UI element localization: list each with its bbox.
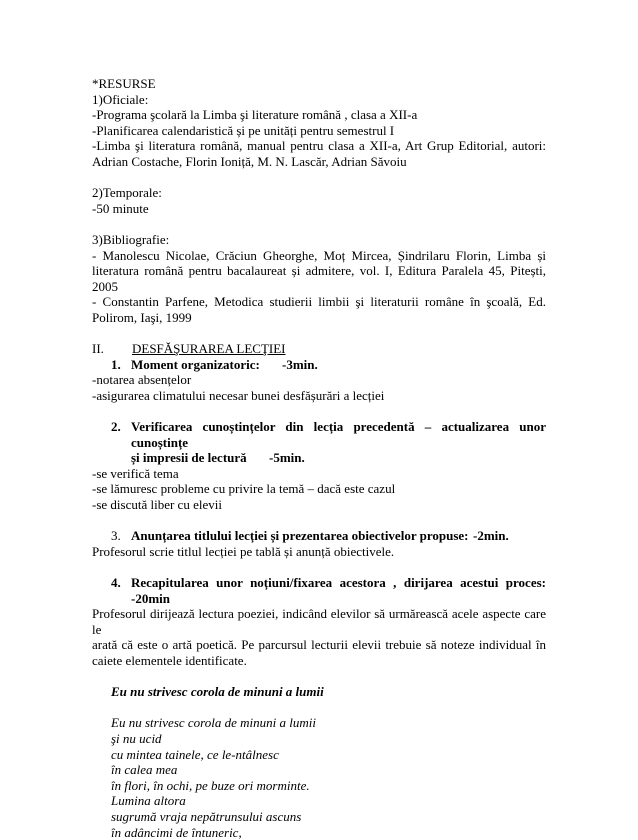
step-time: -2min.	[473, 528, 509, 543]
step-title: Verificarea cunoștințelor din lecția precedentă – actualizarea unor cunoștințe	[131, 419, 546, 450]
step-1-heading	[92, 357, 546, 373]
poem-title: Eu nu strivesc corola de minuni a lumii	[92, 684, 546, 700]
step-detail: -notarea absențelor	[92, 372, 546, 388]
step-detail: caiete elementele identificate.	[92, 653, 546, 669]
bibliografie-line: - Manolescu Nicolae, Crăciun Gheorghe, Moț Mircea, Șindrilaru Florin, Limba și	[92, 248, 546, 264]
section-title: DESFĂŞURAREA LECŢIEI	[132, 341, 285, 357]
step-title-continued	[92, 450, 546, 466]
bibliografie-line: literatura română pentru bacalaureat și admitere, vol. I, Editura Paralela 45, Pitești, 2005	[92, 263, 546, 294]
oficiale-label: 1)Oficiale:	[92, 92, 546, 108]
step-detail: -se lămuresc probleme cu privire la temă – dacă este cazul	[92, 481, 546, 497]
bibliografie-line: Polirom, Iaşi, 1999	[92, 310, 546, 326]
step-detail: Profesorul scrie titlul lecției pe tablă și anunță obiectivele.	[92, 544, 546, 560]
step-2-heading	[92, 419, 546, 450]
document-content	[92, 76, 546, 840]
step-4-heading	[92, 575, 546, 591]
poem-line: Lumina altora	[92, 793, 546, 809]
bibliografie-line: - Constantin Parfene, Metodica studierii limbii şi literaturii române în şcoală, Ed.	[92, 294, 546, 310]
step-number: 3.	[111, 528, 131, 544]
step-title: Anunțarea titlului lecției și prezentarea obiectivelor propuse:	[131, 528, 473, 544]
step-title: Moment organizatoric:	[131, 357, 282, 373]
step-number: 1.	[111, 357, 131, 373]
poem-line: în adâncimi de întuneric,	[92, 825, 546, 840]
poem-line: cu mintea tainele, ce le-ntâlnesc	[92, 747, 546, 763]
oficiale-item: -Planificarea calendaristică și pe unități pentru semestrul I	[92, 123, 546, 139]
manual-authors: Adrian Costache, Florin Ioniță, M. N. Lascăr, Adrian Săvoiu	[92, 154, 546, 170]
step-number: 2.	[111, 419, 131, 450]
bibliografie-label: 3)Bibliografie:	[92, 232, 546, 248]
resurse-heading: *RESURSE	[92, 76, 546, 92]
step-time: -20min	[92, 591, 546, 607]
step-title: și impresii de lectură	[131, 450, 269, 466]
temporale-label: 2)Temporale:	[92, 185, 546, 201]
step-time: -5min.	[269, 450, 305, 465]
section-number: II.	[92, 341, 132, 357]
step-detail: -se verifică tema	[92, 466, 546, 482]
step-time: -3min.	[282, 357, 318, 372]
poem-line: în flori, în ochi, pe buze ori morminte.	[92, 778, 546, 794]
poem-line: sugrumă vraja nepătrunsului ascuns	[92, 809, 546, 825]
poem-line: Eu nu strivesc corola de minuni a lumii	[92, 715, 546, 731]
step-detail: Profesorul dirijează lectura poeziei, indicând elevilor să urmărească acele aspecte care le	[92, 606, 546, 637]
poem-line: şi nu ucid	[92, 731, 546, 747]
step-3-heading	[92, 528, 546, 544]
temporale-value: -50 minute	[92, 201, 546, 217]
oficiale-item: -Programa şcolară la Limba şi literature română , clasa a XII-a	[92, 107, 546, 123]
step-number: 4.	[111, 575, 131, 591]
poem-line: în calea mea	[92, 762, 546, 778]
step-detail: -se discută liber cu elevii	[92, 497, 546, 513]
section-heading	[92, 341, 546, 357]
step-detail: -asigurarea climatului necesar bunei desfășurări a lecției	[92, 388, 546, 404]
step-detail: arată că este o artă poetică. Pe parcursul lecturii elevii trebuie să noteze individual în	[92, 637, 546, 653]
manual-line: -Limba şi literatura română, manual pentru clasa a XII-a, Art Grup Editorial, autori:	[92, 138, 546, 154]
step-title: Recapitularea unor noțiuni/fixarea acestora , dirijarea acestui proces:	[131, 575, 546, 591]
